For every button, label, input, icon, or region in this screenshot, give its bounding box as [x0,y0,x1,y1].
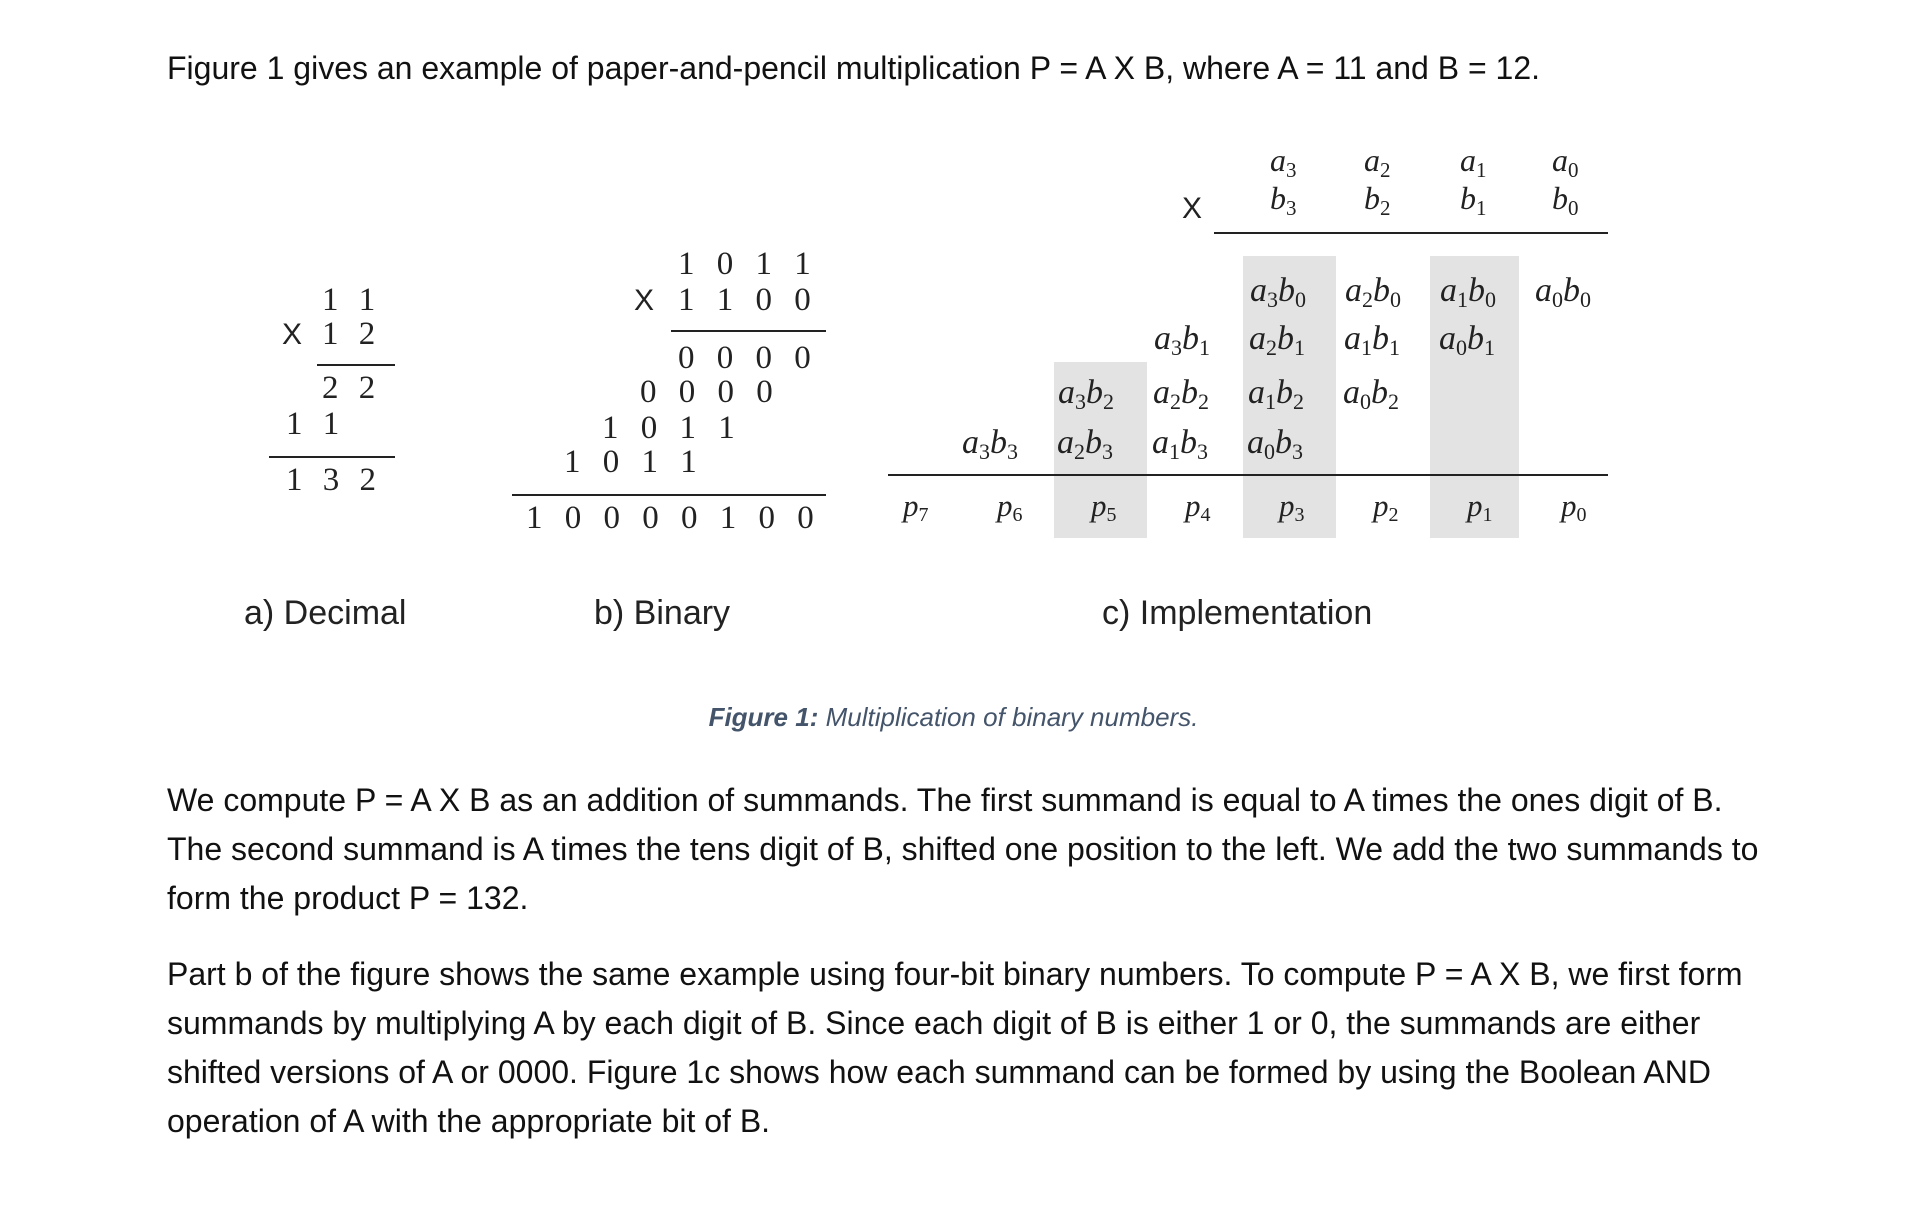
decimal-multiplicand: 1 1 [322,282,382,318]
term-a0b0: $a_0b_0$ [1535,272,1591,312]
intro-text: Figure 1 gives an example of paper-and-pencil multiplication P = A X B, where A = 11 and B = 12. [167,50,1540,86]
product-p1: $p_1$ [1467,488,1493,526]
term-a2b0: $a_2b_0$ [1345,272,1401,312]
binary-times-sign: X [634,284,655,317]
decimal-multiplier: 1 2 [322,316,382,352]
decimal-label: a) Decimal [244,594,407,632]
term-a1b0: $a_1b_0$ [1440,272,1496,312]
impl-rule-1 [1214,232,1608,234]
hdr-a0: $a_0$ [1552,142,1579,182]
impl-times-sign: X [1182,192,1203,225]
product-p6: $p_6$ [997,488,1023,526]
hdr-b1: $b_1$ [1460,180,1487,220]
caption-label: Figure 1: [708,702,819,732]
caption-text: Multiplication of binary numbers. [825,702,1199,732]
term-a3b3: $a_3b_3$ [962,424,1018,464]
binary-multiplier: 1 1 0 0 [678,282,818,318]
paragraph-2: Part b of the figure shows the same example using four-bit binary numbers. To compute P = A X B, we first form summands by multiplying A by each digit of B. Since each digit of B is either 1 or 0, the summands are either shifted versions of A or 0000. Figure 1c shows how each summand can be formed by using the Boolean AND operation of A with the appropriate bit of B. [167,956,1743,1139]
product-p0: $p_0$ [1561,488,1587,526]
term-a3b0: $a_3b_0$ [1250,272,1306,312]
term-a1b3: $a_1b_3$ [1152,424,1208,464]
term-a2b1: $a_2b_1$ [1249,320,1305,360]
hdr-a1: $a_1$ [1460,142,1487,182]
hdr-b3: $b_3$ [1270,180,1297,220]
decimal-partial-2: 1 1 [286,406,346,442]
decimal-times-sign: X [282,318,303,351]
term-a3b2: $a_3b_2$ [1058,374,1114,414]
binary-partial-1: 0 0 0 0 [678,340,818,376]
binary-rule-1 [671,330,826,332]
decimal-partial-1: 2 2 [322,370,382,406]
binary-label: b) Binary [594,594,731,632]
term-a1b1: $a_1b_1$ [1344,320,1400,360]
binary-result: 1 0 0 0 0 1 0 0 [526,500,821,536]
decimal-result: 1 3 2 [286,462,382,498]
hdr-a3: $a_3$ [1270,142,1297,182]
binary-multiplicand: 1 0 1 1 [678,246,818,282]
binary-partial-2: 0 0 0 0 [640,374,780,410]
hdr-a2: $a_2$ [1364,142,1391,182]
binary-partial-4: 1 0 1 1 [564,444,704,480]
binary-rule-2 [512,494,826,496]
product-p7: $p_7$ [903,488,929,526]
term-a0b1: $a_0b_1$ [1439,320,1495,360]
hdr-b2: $b_2$ [1364,180,1391,220]
term-a0b3: $a_0b_3$ [1247,424,1303,464]
implementation-label: c) Implementation [1102,594,1373,632]
term-a3b1: $a_3b_1$ [1154,320,1210,360]
term-a2b3: $a_2b_3$ [1057,424,1113,464]
product-p3: $p_3$ [1279,488,1305,526]
product-p2: $p_2$ [1373,488,1399,526]
product-p5: $p_5$ [1091,488,1117,526]
term-a0b2: $a_0b_2$ [1343,374,1399,414]
decimal-rule-2 [269,456,395,458]
binary-partial-3: 1 0 1 1 [602,410,742,446]
hdr-b0: $b_0$ [1552,180,1579,220]
decimal-rule-1 [317,364,395,366]
term-a1b2: $a_1b_2$ [1248,374,1304,414]
product-p4: $p_4$ [1185,488,1211,526]
term-a2b2: $a_2b_2$ [1153,374,1209,414]
impl-rule-2 [888,474,1608,476]
figure-caption [0,702,1907,733]
paragraph-1: We compute P = A X B as an addition of summands. The first summand is equal to A times the ones digit of B. The second summand is A times the tens digit of B, shifted one position to the left. We add the two summands to form the product P = 132. [167,782,1759,916]
